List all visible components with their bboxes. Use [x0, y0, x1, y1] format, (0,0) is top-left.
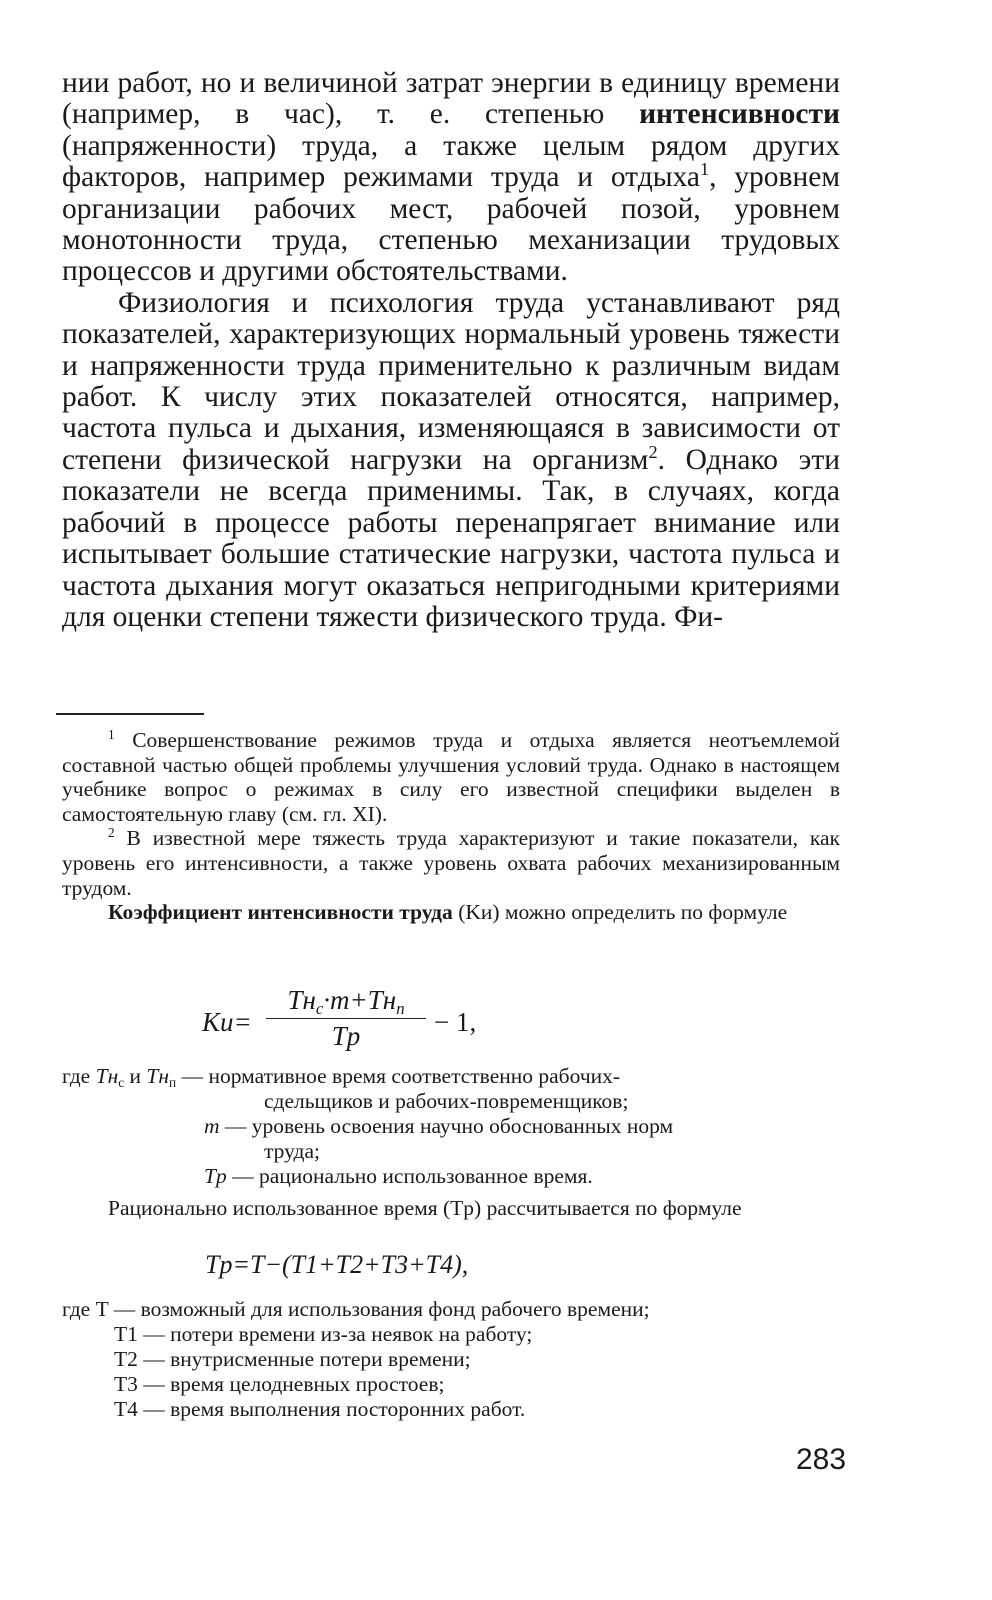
bold-term: интенсивности [639, 98, 840, 131]
footnote-ref-2[interactable]: 2 [648, 442, 658, 463]
paragraph-rational-time: Рационально использованное время (Tр) рассчитывается по формуле [108, 1196, 742, 1220]
footnote-2: $^2$ В известной мере тяжесть труда характеризуют и такие показатели, как уровень его интенсивности, а также уровень охвата рабочих механизированным трудом. [62, 825, 840, 900]
page-number: 283 [796, 1443, 847, 1476]
book-page: нии работ, но и величиной затрат энергии в единицу времени (например, в час), т. е. степенью интенсивности (напряженности) труда, а также целым рядом других факторов, например режимами труда и отдыха$^1$, уровнем организации рабочих мест, рабочей позой, уровнем монотонности труда, степенью механизации трудовых процессов и другими обстоятельствами. Физиология и психология труда устанавливают ряд показателей, характеризующих нормальный уровень тяжести и напряженности труда применительно к различным видам работ. К числу этих показателей относятся, например, частота пульса и дыхания, изменяющаяся в зависимости от степени физической нагрузки на организм$^2$. Однако эти показатели не всегда применимы. Так, в случаях, когда рабочий в процессе работы перенапрягает внимание или испытывает большие статические нагрузки, частота пульса и частота дыхания могут оказаться непригодными критериями для оценки степени тяжести физического труда. Фи- $^1$ Совершенствование режимов труда и отдыха является неотъемлемой составной частью общей проблемы улучшения условий труда. Однако в настоящем учебнике вопрос о режимах в силу его известной специфики выделен в самостоятельную главу (см. гл. XI). $^2$ В известной мере тяжесть труда характеризуют и такие показатели, как уровень его интенсивности, а также уровень охвата рабочих механизированным трудом. Коэффициент интенсивности труда (Kи) можно определить по формуле Kи= $Tн_с\cdot m+Tн_п$ Tр − 1, где $Tн_с$ и $Tн_п$ — нормативное время соответственно рабочих- сдельщиков и рабочих-повременщиков; m — уровень освоения научно обоснованных норм труда; Tр — рационально использованное время. Рационально использованное время (Tр) рассчитывается по формуле Tр=T−(T1+T2+T3+T4), где T — возможный для использования фонд рабочего времени; T1 — потери времени из-за неявок на работу; T2 — внутрисменные потери времени; T3 — время целодневных простоев; T4 — время выполнения посторонних работ. 283 [0, 0, 992, 1600]
main-text [62, 68, 840, 633]
formula-rational-time: Tр=T−(T1+T2+T3+T4), [205, 1250, 469, 1279]
footnotes [62, 728, 840, 925]
paragraph-1: нии работ, но и величиной затрат энергии в единицу времени (например, в час), т. е. степенью интенсивности (напряженности) труда, а также целым рядом других факторов, например режимами труда и отдыха$^1$, уровнем организации рабочих мест, рабочей позой, уровнем монотонности труда, степенью механизации трудовых процессов и другими обстоятельствами. [62, 67, 841, 288]
footnote-2-continuation: Коэффициент интенсивности труда (Kи) можно определить по формуле [108, 900, 788, 925]
formula-fraction: $Tн_с\cdot m+Tн_п$ Tр [266, 985, 426, 1052]
footnote-divider [56, 713, 204, 715]
formula-2-legend: где T — возможный для использования фонд рабочего времени; T1 — потери времени из-за неявок на работу; T2 — внутрисменные потери времени; T3 — время целодневных простоев; T4 — время выполнения посторонних работ. [62, 1297, 650, 1421]
paragraph-2: Физиология и психология труда устанавливают ряд показателей, характеризующих нормальный уровень тяжести и напряженности труда применительно к различным видам работ. К числу этих показателей относятся, например, частота пульса и дыхания, изменяющаяся в зависимости от степени физической нагрузки на организм$^2$. Однако эти показатели не всегда применимы. Так, в случаях, когда рабочий в процессе работы перенапрягает внимание или испытывает большие статические нагрузки, частота пульса и частота дыхания могут оказаться непригодными критериями для оценки степени тяжести физического труда. Фи- [62, 286, 841, 633]
footnote-ref-1[interactable]: 1 [699, 159, 710, 180]
formula-1-legend: где $Tн_с$ и $Tн_п$ — нормативное время соответственно рабочих- сдельщиков и рабочих-повременщиков; m — уровень освоения научно обоснованных норм труда; Tр — рационально использованное время. [62, 1064, 674, 1188]
footnote-1: $^1$ Совершенствование режимов труда и отдыха является неотъемлемой составной частью общей проблемы улучшения условий труда. Однако в настоящем учебнике вопрос о режимах в силу его известной специфики выделен в самостоятельную главу (см. гл. XI). [62, 726, 840, 826]
